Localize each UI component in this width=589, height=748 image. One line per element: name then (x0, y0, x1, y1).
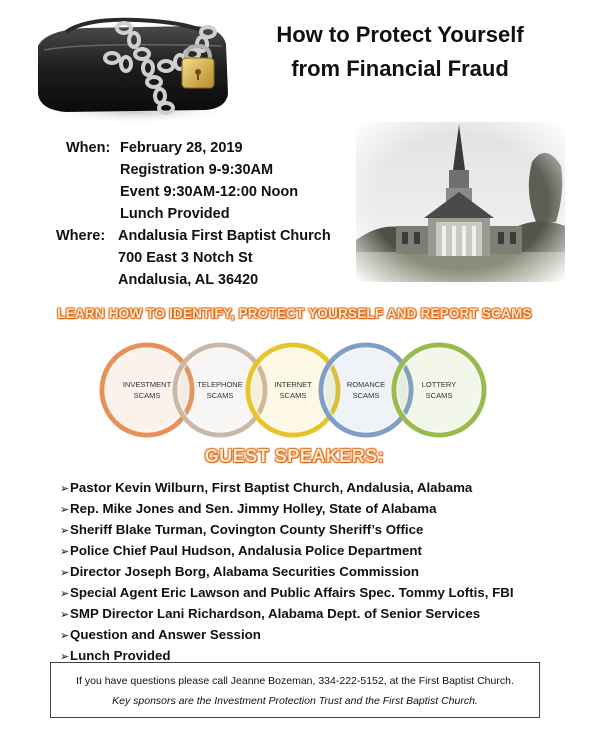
speaker-item (60, 541, 514, 562)
speaker-text: Lunch Provided (70, 648, 171, 663)
arrow-bullet-icon: ➢ (60, 504, 70, 516)
arrow-bullet-icon: ➢ (60, 630, 70, 642)
speaker-item (60, 583, 514, 604)
speaker-item (60, 562, 514, 583)
speaker-item (60, 625, 514, 646)
speaker-text: Rep. Mike Jones and Sen. Jimmy Holley, State of Alabama (70, 501, 437, 516)
speaker-text: Pastor Kevin Wilburn, First Baptist Church, Andalusia, Alabama (70, 480, 473, 495)
arrow-bullet-icon: ➢ (60, 567, 70, 579)
speaker-text: Question and Answer Session (70, 627, 261, 642)
event-time: Event 9:30AM-12:00 Noon (120, 184, 299, 200)
arrow-bullet-icon: ➢ (60, 546, 70, 558)
scam-label: SCAMS (206, 391, 234, 400)
title-line-1: How to Protect Yourself (276, 22, 524, 47)
speaker-text: Police Chief Paul Hudson, Andalusia Police Department (70, 543, 422, 558)
scam-label: LOTTERY (421, 380, 457, 389)
when-label: When: (66, 140, 111, 156)
speaker-item (60, 604, 514, 625)
scam-label: SCAMS (133, 391, 161, 400)
scam-label: TELEPHONE (197, 380, 243, 389)
speaker-item (60, 499, 514, 520)
speaker-item (60, 478, 514, 499)
speaker-text: Sheriff Blake Turman, Covington County Sheriff’s Office (70, 522, 424, 537)
contact-info: If you have questions please call Jeanne Bozeman, 334-222-5152, at the First Baptist Church. (76, 675, 514, 687)
registration-time: Registration 9-9:30AM (120, 162, 274, 178)
footer-box (50, 662, 540, 718)
scam-label: SCAMS (425, 391, 453, 400)
venue-name: Andalusia First Baptist Church (118, 228, 331, 244)
guest-speakers-heading: GUEST SPEAKERS: (204, 446, 385, 466)
arrow-bullet-icon: ➢ (60, 588, 70, 600)
venn-circle (394, 345, 484, 435)
speaker-text: SMP Director Lani Richardson, Alabama Dept. of Senior Services (70, 606, 481, 621)
arrow-bullet-icon: ➢ (60, 651, 70, 663)
wallet-chain-padlock-image (26, 8, 244, 126)
scam-label: SCAMS (352, 391, 380, 400)
sponsor-info: Key sponsors are the Investment Protection Trust and the First Baptist Church. (112, 695, 478, 707)
scam-types-venn-diagram (95, 340, 490, 440)
lunch-note: Lunch Provided (120, 206, 230, 222)
speaker-text: Director Joseph Borg, Alabama Securities Commission (70, 564, 420, 579)
where-label: Where: (56, 228, 106, 244)
title-line-2: from Financial Fraud (291, 56, 509, 81)
event-date: February 28, 2019 (120, 140, 243, 156)
page-title (250, 22, 550, 82)
arrow-bullet-icon: ➢ (60, 609, 70, 621)
church-photo (356, 122, 565, 282)
arrow-bullet-icon: ➢ (60, 483, 70, 495)
speaker-text: Special Agent Eric Lawson and Public Affairs Spec. Tommy Loftis, FBI (70, 585, 514, 600)
speaker-list (60, 478, 514, 667)
learn-banner: LEARN HOW TO IDENTIFY, PROTECT YOURSELF AND REPORT SCAMS (57, 306, 532, 321)
scam-label: ROMANCE (346, 380, 386, 389)
speaker-item (60, 520, 514, 541)
arrow-bullet-icon: ➢ (60, 525, 70, 537)
venue-city: Andalusia, AL 36420 (118, 272, 259, 288)
venue-street: 700 East 3 Notch St (118, 250, 253, 266)
scam-label: INTERNET (274, 380, 312, 389)
scam-label: INVESTMENT (122, 380, 172, 389)
scam-label: SCAMS (279, 391, 307, 400)
